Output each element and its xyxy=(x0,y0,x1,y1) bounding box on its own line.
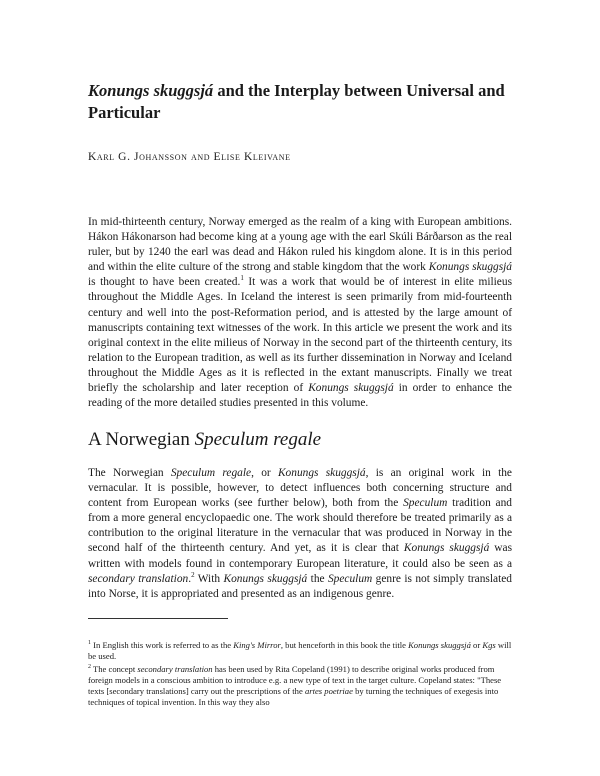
body-text: The Norwegian xyxy=(88,467,171,479)
footnote-divider xyxy=(88,618,228,619)
body-italic: Konungs skuggsjá xyxy=(223,572,308,585)
footnote-marker: 2 xyxy=(88,664,91,671)
abstract-italic: Konungs skuggsjá xyxy=(428,261,512,274)
title-rest: and the Interplay between Universal and Particular xyxy=(88,81,505,122)
footnote-ref-1[interactable]: 1 xyxy=(240,274,244,283)
body-italic: secondary translation xyxy=(88,572,189,585)
footnote-text: or xyxy=(470,640,483,650)
body-text: With xyxy=(194,572,224,585)
footnote-text: In English this work is referred to as the xyxy=(91,640,234,650)
body-text: was written with models found in contemporary European literature, it could also be seen as a xyxy=(88,542,513,570)
author-line: Karl G. Johansson and Elise Kleivane xyxy=(88,151,291,163)
section-heading xyxy=(88,428,518,452)
abstract-text: in order to enhance the reading of the more detailed studies presented in this volume. xyxy=(88,382,512,410)
section-paragraph xyxy=(88,466,512,602)
body-text: , or xyxy=(251,467,278,479)
footnote-2 xyxy=(88,664,516,708)
footnote-1 xyxy=(88,640,516,662)
footnote-italic: Konungs skuggsjá xyxy=(408,640,471,650)
section-heading-italic: Speculum regale xyxy=(194,429,322,450)
footnotes xyxy=(88,640,516,710)
footnote-text: will be used. xyxy=(88,640,512,661)
footnote-text: has been used by Rita Copeland (1991) to describe original works produced from foreign models in a conscious ambition to introduce e.g. a new type of text in the target culture. Copeland states: "These texts [secondary translations] carry out the prescriptions of the xyxy=(88,664,502,696)
title-italic-work-name: Konungs skuggsjá xyxy=(88,81,214,100)
abstract-italic: Konungs skuggsjá xyxy=(308,382,394,395)
footnote-italic: Kgs xyxy=(482,640,496,650)
abstract-text: is thought to have been created. xyxy=(88,276,241,289)
body-italic: Speculum xyxy=(327,572,373,585)
section-heading-plain: A Norwegian xyxy=(88,429,195,450)
footnote-marker: 1 xyxy=(88,640,91,647)
footnote-ref-2[interactable]: 2 xyxy=(191,570,195,579)
body-text: , is an original work in the vernacular. It is possible, however, to detect influences both concerning structure and content from European works (see further below), both from the xyxy=(88,467,512,510)
body-text: . xyxy=(188,572,192,585)
footnote-text: , but henceforth in this book the title xyxy=(280,640,409,650)
footnote-text: The concept xyxy=(91,664,138,674)
abstract-paragraph xyxy=(88,215,512,411)
footnote-italic: King's Mirror xyxy=(233,640,281,650)
body-text: the xyxy=(307,572,328,585)
abstract-text: In mid-thirteenth century, Norway emerged as the realm of a king with European ambitions. Hákon Hákonarson had become king at a young age with the earl Skúli Bárðarson as the real ruler, but by 1240 the earl was dead and Hákon ruled his kingdom alone. It is in this period and within the elite culture of the strong and stable kingdom that the work xyxy=(88,216,512,274)
footnote-italic: secondary translation xyxy=(137,664,213,674)
body-italic: Konungs skuggsjá xyxy=(277,467,366,479)
body-italic: Konungs skuggsjá xyxy=(403,542,490,555)
footnote-italic: artes poetriae xyxy=(304,686,353,696)
body-text: genre is not simply translated into Norse, it is appropriated and presented as an indigenous genre. xyxy=(88,572,512,600)
body-italic: Speculum xyxy=(403,497,448,510)
body-italic: Speculum regale xyxy=(170,467,252,479)
article-title xyxy=(88,80,528,124)
abstract-text: It was a work that would be of interest in elite milieus throughout the Middle Ages. In Iceland the interest is seen primarily from mid-fourteenth century and well into the post-Reformation period, and is attested by the large amount of manuscripts containing text witnesses of the work. In this article we present the work and its original context in the elite milieus of Norway in the second part of the thirteenth century, its relation to the European tradition, as well as its further dissemination in Norway and Iceland throughout the Middle Ages as it is reflected in the extant manuscripts. Finally we treat briefly the scholarship and later reception of xyxy=(88,276,512,395)
body-text: tradition and from a more general encyclopaedic one. The work should therefore be treated primarily as a contribution to the original literature in the vernacular that was produced in Norway in the second half of the thirteenth century. And yet, as it is clear that xyxy=(88,497,512,555)
footnote-text: by turning the techniques of exegesis into techniques of topical invention. In this way they also xyxy=(88,686,499,707)
